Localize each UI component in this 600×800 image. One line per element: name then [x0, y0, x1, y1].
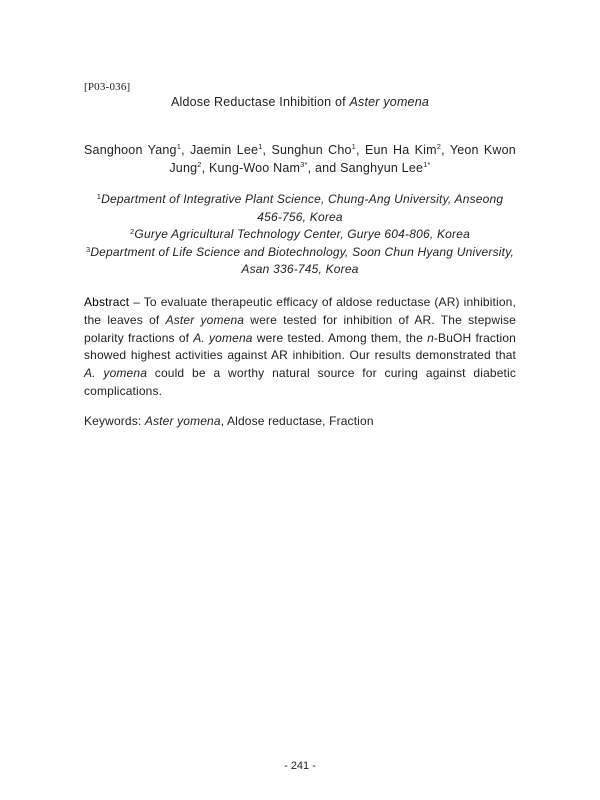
- affiliation-text: Department of Life Science and Biotechnology, Soon Chun Hyang University, Asan 336-745, Korea: [90, 244, 515, 276]
- author-affiliation-mark: 1: [258, 142, 263, 151]
- abstract-species: A. yomena: [193, 330, 253, 345]
- author-name: Kung-Woo Nam: [209, 161, 301, 175]
- title-prefix: Aldose Reductase Inhibition of: [170, 95, 350, 109]
- author-affiliation-mark: 2: [436, 142, 442, 151]
- abstract-label: Abstract: [84, 295, 130, 309]
- title-species: Aster yomena: [349, 95, 430, 109]
- affiliation-text: Department of Integrative Plant Science, Chung-Ang University, Anseong 456-756, Korea: [101, 192, 504, 224]
- author-name: Sunghun Cho: [271, 143, 352, 157]
- affiliation-text: Gurye Agricultural Technology Center, Gurye 604-806, Korea: [134, 227, 470, 241]
- author-affiliation-mark: 3*: [300, 160, 308, 169]
- author-affiliation-mark: 2: [197, 160, 202, 169]
- affiliation-list: [84, 191, 516, 279]
- keywords-rest: , Aldose reductase, Fraction: [220, 414, 374, 428]
- affiliation-item: [84, 191, 516, 226]
- author-name: Yeon Kwon Jung: [169, 143, 516, 175]
- author-name: Sanghoon Yang: [84, 143, 177, 157]
- poster-code: [P03-036]: [84, 81, 131, 93]
- author-separator: ,: [181, 143, 190, 157]
- author-affiliation-mark: 1: [351, 142, 357, 151]
- author-list: [84, 141, 516, 177]
- author-separator: , and: [307, 161, 341, 175]
- abstract-species: Aster yomena: [165, 312, 245, 327]
- abstract-text: -BuOH fraction showed highest activities against AR inhibition. Our results demonstrated that: [84, 330, 516, 363]
- author-separator: ,: [262, 143, 272, 157]
- abstract-species: A. yomena: [84, 366, 148, 381]
- author-separator: ,: [441, 143, 450, 157]
- keywords-label: Keywords:: [84, 414, 142, 428]
- affiliation-mark: 3: [85, 244, 91, 254]
- keywords-line: [84, 413, 516, 430]
- abstract-text: were tested for inhibition of AR. The stepwise polarity fractions of: [84, 312, 516, 345]
- author-name: Jaemin Lee: [189, 143, 259, 157]
- affiliation-item: [84, 226, 516, 244]
- author-affiliation-mark: 1*: [423, 160, 431, 169]
- abstract-text: could be a worthy natural source for curing against diabetic complications.: [84, 366, 516, 398]
- abstract-text: were tested. Among them, the: [252, 330, 428, 345]
- author-separator: ,: [356, 143, 365, 157]
- keyword-species: Aster yomena: [144, 414, 221, 428]
- paper-title: [0, 95, 600, 109]
- author-name: Sanghyun Lee: [340, 161, 424, 175]
- page-number: - 241 -: [284, 760, 316, 772]
- affiliation-mark: 2: [130, 227, 135, 236]
- author-separator: ,: [201, 161, 209, 175]
- author-name: Eun Ha Kim: [364, 143, 437, 157]
- affiliation-mark: 1: [96, 192, 102, 201]
- abstract-italic-n: n: [427, 330, 434, 345]
- affiliation-item: [84, 244, 516, 279]
- abstract-text: To evaluate therapeutic efficacy of aldose reductase (AR) inhibition, the leaves of: [84, 295, 516, 327]
- abstract-dash: –: [129, 295, 144, 309]
- author-affiliation-mark: 1: [176, 142, 182, 151]
- abstract-paragraph: [84, 294, 516, 401]
